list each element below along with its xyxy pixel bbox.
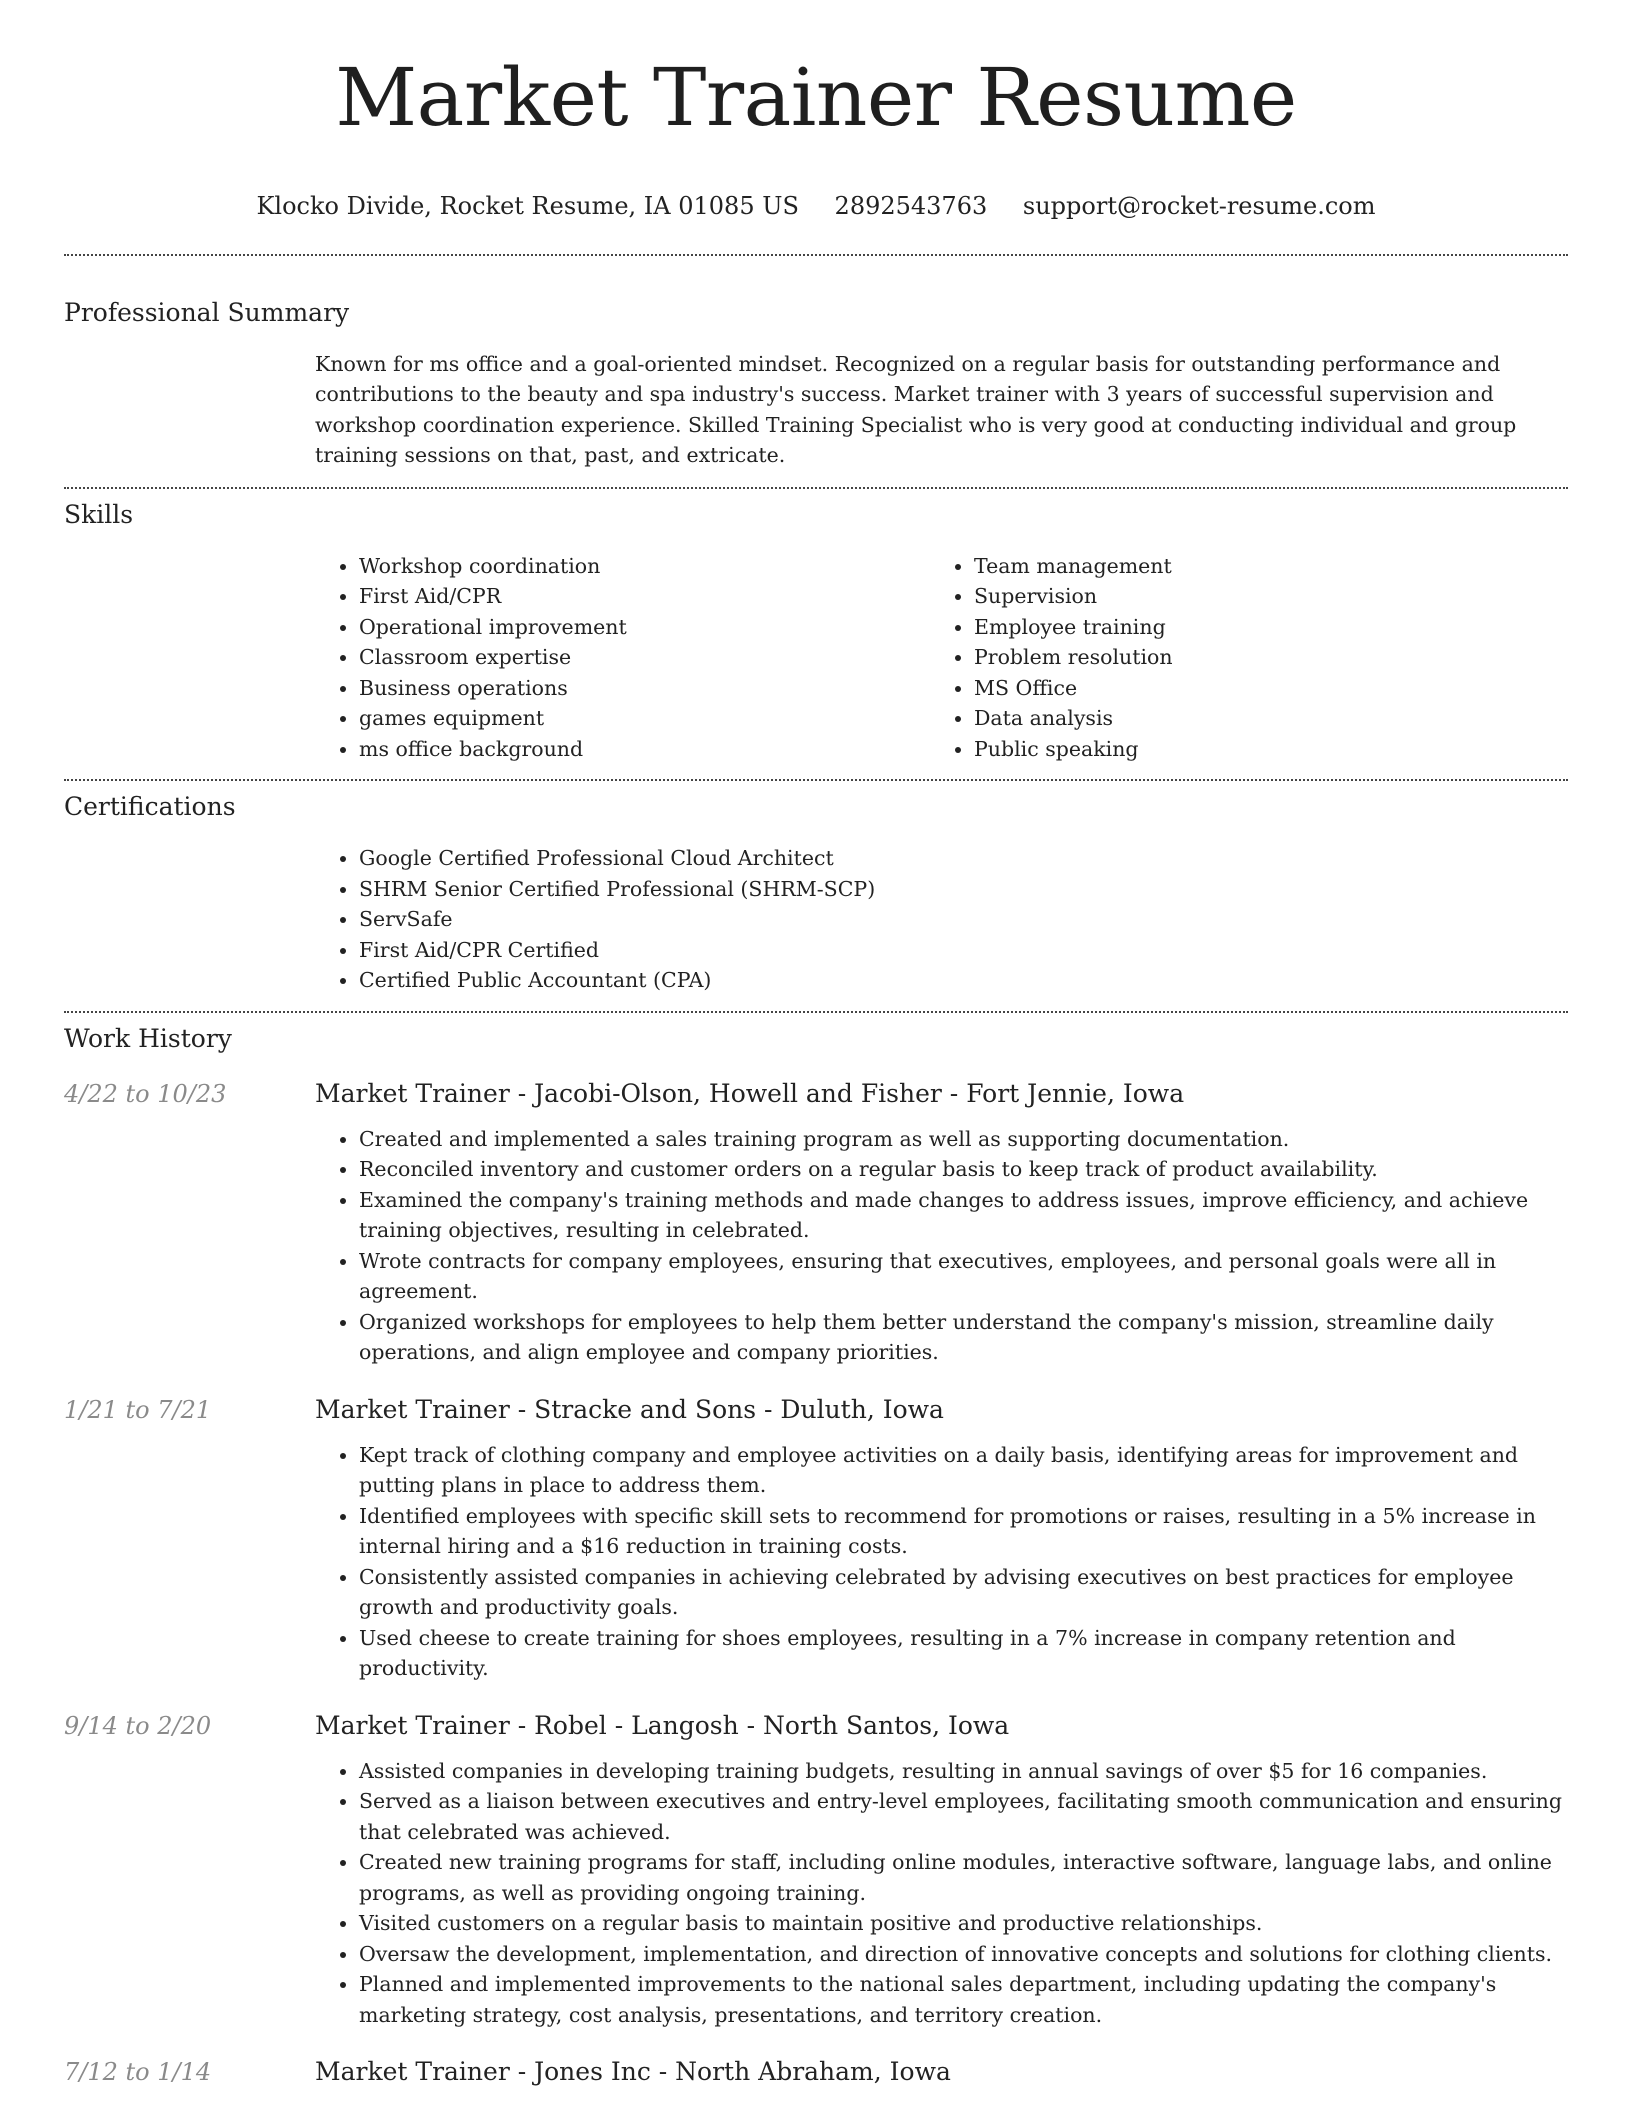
job-entry (64, 1079, 1568, 1368)
job-bullet: • Served as a liaison between executives and entry-level employees, facilitating smooth communication and ensuring that celebrated was achieved. (359, 1786, 1568, 1847)
section-title-skills: Skills (64, 499, 134, 529)
skills-section (64, 489, 1568, 780)
summary-section (64, 256, 1568, 487)
skill-item: • ms office background (359, 734, 930, 765)
job-bullet: • Created new training programs for staff, including online modules, interactive software, language labs, and online programs, as well as providing ongoing training. (359, 1847, 1568, 1908)
section-title-work-history: Work History (64, 1023, 232, 1053)
job-bullets (315, 1124, 1568, 1368)
job-bullet: • Identified employees with specific skill sets to recommend for promotions or raises, resulting in a 5% increase in internal hiring and a $16 reduction in training costs. (359, 1501, 1568, 1562)
job-bullet: • Consistently assisted companies in achieving celebrated by advising executives on best practices for employee growth and productivity goals. (359, 1562, 1568, 1623)
section-title-certifications: Certifications (64, 792, 236, 822)
job-title: Market Trainer - Robel - Langosh - North Santos, Iowa (315, 1710, 1010, 1740)
job-bullet: • Visited customers on a regular basis to maintain positive and productive relationships. (359, 1908, 1568, 1939)
skill-item: • Problem resolution (974, 642, 1545, 673)
job-dates: 4/22 to 10/23 (64, 1079, 227, 1108)
job-header (64, 1711, 1568, 1740)
job-bullet: • Kept track of clothing company and employee activities on a daily basis, identifying areas for improvement and putting plans in place to address them. (359, 1440, 1568, 1501)
job-bullet: • Wrote contracts for company employees, ensuring that executives, employees, and personal goals were all in agreement. (359, 1246, 1568, 1307)
certification-item: • Google Certified Professional Cloud Architect (359, 843, 1568, 874)
skill-item: • Classroom expertise (359, 642, 930, 673)
job-entry (64, 1711, 1568, 2031)
skill-item: • Employee training (974, 612, 1545, 643)
job-bullet: • Planned and implemented improvements to the national sales department, including updating the company's marketing strategy, cost analysis, presentations, and territory creation. (359, 1969, 1568, 2030)
skill-item: • Operational improvement (359, 612, 930, 643)
job-bullet: • Examined the company's training methods and made changes to address issues, improve efficiency, and achieve training objectives, resulting in celebrated. (359, 1185, 1568, 1246)
skill-item: • First Aid/CPR (359, 581, 930, 612)
skill-item: • Public speaking (974, 734, 1545, 765)
job-bullet: • Created and implemented a sales training program as well as supporting documentation. (359, 1124, 1568, 1155)
job-bullets (315, 1756, 1568, 2031)
job-dates: 9/14 to 2/20 (64, 1711, 212, 1740)
job-title: Market Trainer - Stracke and Sons - Duluth, Iowa (315, 1394, 944, 1424)
certification-item: • ServSafe (359, 904, 1568, 935)
skill-item: • Workshop coordination (359, 551, 930, 582)
certifications-section (64, 781, 1568, 1011)
job-dates: 1/21 to 7/21 (64, 1395, 212, 1424)
job-header (64, 1079, 1568, 1108)
contact-address: Klocko Divide, Rocket Resume, IA 01085 US (256, 191, 799, 220)
certification-item: • First Aid/CPR Certified (359, 935, 1568, 966)
job-dates: 7/12 to 1/14 (64, 2058, 212, 2087)
skills-column-right (930, 551, 1545, 765)
job-bullet: • Assisted companies in developing training budgets, resulting in annual savings of over $5 for 16 companies. (359, 1756, 1568, 1787)
certification-item: • Certified Public Accountant (CPA) (359, 965, 1568, 996)
job-bullet: • Organized workshops for employees to help them better understand the company's mission, streamline daily operations, and align employee and company priorities. (359, 1307, 1568, 1368)
summary-text: Known for ms office and a goal-oriented mindset. Recognized on a regular basis for outstanding performance and contributions to the beauty and spa industry's success. Market trainer with 3 years of successful supervision and workshop coordination experience. Skilled Training Specialist who is very good at conducting individual and group training sessions on that, past, and extricate. (315, 351, 1517, 468)
job-bullets (315, 1440, 1568, 1684)
job-header (64, 2057, 1568, 2086)
skill-item: • Supervision (974, 581, 1545, 612)
contact-phone: 2892543763 (834, 191, 988, 220)
skill-item: • Business operations (359, 673, 930, 704)
job-header (64, 1395, 1568, 1424)
skill-item: • Data analysis (974, 703, 1545, 734)
job-bullet: • Oversaw the development, implementation, and direction of innovative concepts and solutions for clothing clients. (359, 1939, 1568, 1970)
job-title: Market Trainer - Jones Inc - North Abraham, Iowa (315, 2057, 951, 2087)
certifications-list (315, 843, 1568, 996)
job-bullet: • Reconciled inventory and customer orders on a regular basis to keep track of product availability. (359, 1154, 1568, 1185)
job-entry (64, 1395, 1568, 1684)
skills-list (315, 551, 1568, 765)
skill-item: • Team management (974, 551, 1545, 582)
resume-title: Market Trainer Resume (335, 51, 1297, 144)
certification-item: • SHRM Senior Certified Professional (SHRM-SCP) (359, 874, 1568, 905)
skill-item: • games equipment (359, 703, 930, 734)
work-history-section (64, 1013, 1568, 2087)
job-title: Market Trainer - Jacobi-Olson, Howell and Fisher - Fort Jennie, Iowa (315, 1078, 1185, 1108)
resume-page (64, 0, 1568, 2086)
contact-email: support@rocket-resume.com (1022, 191, 1376, 220)
job-bullet: • Used cheese to create training for shoes employees, resulting in a 7% increase in company retention and productivity. (359, 1623, 1568, 1684)
skills-column-left (315, 551, 930, 765)
contact-info (64, 192, 1568, 220)
skill-item: • MS Office (974, 673, 1545, 704)
section-title-summary: Professional Summary (64, 297, 350, 327)
job-entry (64, 2057, 1568, 2086)
